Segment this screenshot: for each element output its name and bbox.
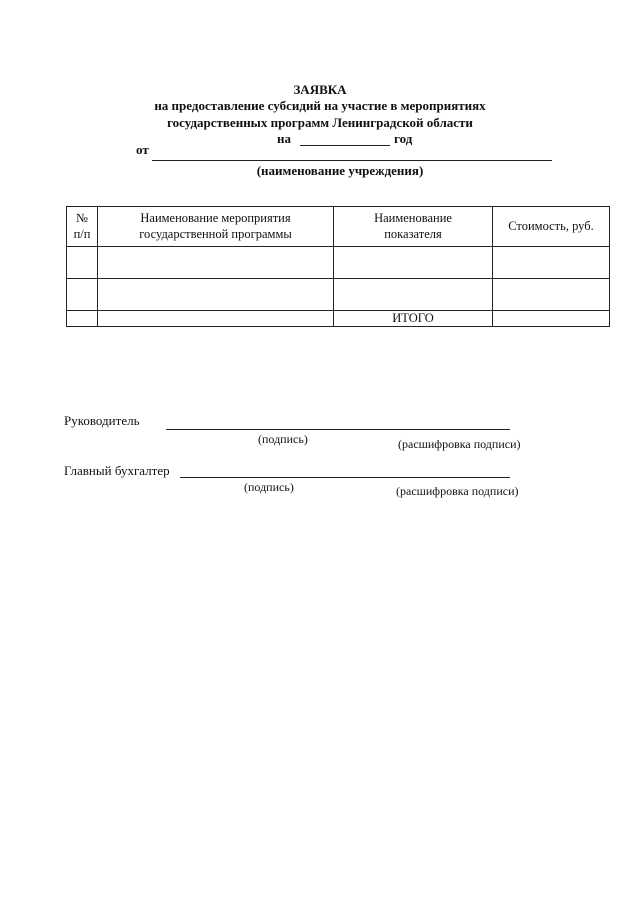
accountant-sign-caption: (подпись) <box>244 480 294 494</box>
table-cell[interactable] <box>67 279 98 311</box>
table-cell[interactable] <box>493 247 610 279</box>
table-total-row <box>67 311 610 327</box>
column-header-indicator: Наименование показателя <box>334 207 493 247</box>
head-signature-line[interactable] <box>166 429 510 430</box>
title-line-2: государственных программ Ленинградской области <box>167 115 473 130</box>
for-label: на <box>277 131 291 146</box>
table-cell[interactable] <box>334 247 493 279</box>
head-sign-caption: (подпись) <box>258 432 308 446</box>
total-label: ИТОГО <box>334 311 493 327</box>
column-header-event-name: Наименование мероприятия государственной программы <box>98 207 334 247</box>
year-label: год <box>394 131 413 146</box>
head-label: Руководитель <box>64 413 140 428</box>
table-header-row <box>67 207 610 247</box>
organization-caption: (наименование учреждения) <box>256 163 424 178</box>
table-cell[interactable] <box>98 247 334 279</box>
request-table <box>66 206 610 327</box>
document-title: ЗАЯВКА <box>293 82 347 97</box>
total-cell-number <box>67 311 98 327</box>
table-cell[interactable] <box>334 279 493 311</box>
from-label: от <box>136 142 149 157</box>
year-field[interactable] <box>300 145 390 146</box>
total-cell-event <box>98 311 334 327</box>
accountant-label: Главный бухгалтер <box>64 463 170 478</box>
title-line-1: на предоставление субсидий на участие в мероприятиях <box>154 98 486 113</box>
total-cost-cell[interactable] <box>493 311 610 327</box>
head-decode-caption: (расшифровка подписи) <box>398 437 521 451</box>
organization-field[interactable] <box>152 160 552 161</box>
accountant-signature-line[interactable] <box>180 477 510 478</box>
column-header-cost: Стоимость, руб. <box>493 207 610 247</box>
table-row <box>67 279 610 311</box>
table-cell[interactable] <box>493 279 610 311</box>
table-cell[interactable] <box>98 279 334 311</box>
table-row <box>67 247 610 279</box>
table-cell[interactable] <box>67 247 98 279</box>
accountant-decode-caption: (расшифровка подписи) <box>396 484 519 498</box>
column-header-number: № п/п <box>67 207 98 247</box>
